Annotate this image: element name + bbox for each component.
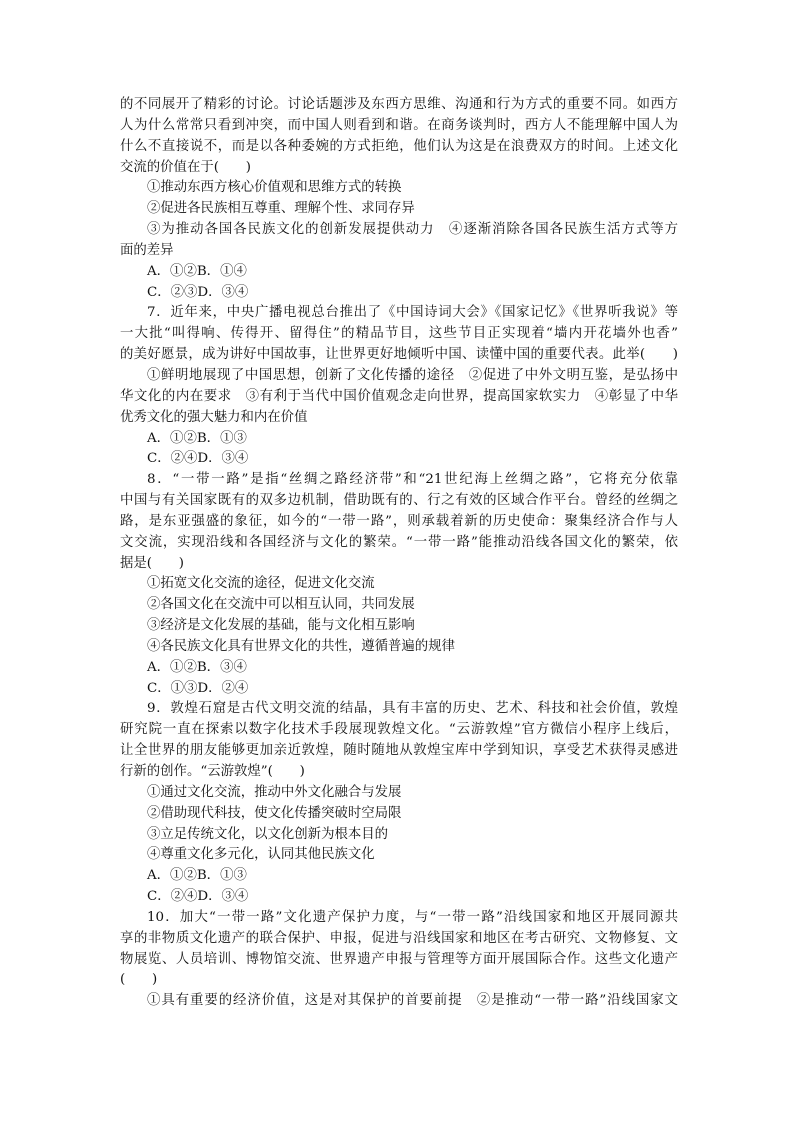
text-line: 研究院一直在探索以数字化技术手段展现敦煌文化。“云游敦煌”官方微信小程序上线后， bbox=[120, 722, 678, 738]
text-line: 的不同展开了精彩的讨论。讨论话题涉及东西方思维、沟通和行为方式的重要不同。如西方 bbox=[120, 97, 678, 112]
text-line: C．②④D．③④ bbox=[147, 451, 249, 467]
text-line: 中国与有关国家既有的双多边机制，借助既有的、行之有效的区域合作平台。曾经的丝绸之 bbox=[120, 493, 678, 509]
text-line: 物展览、人员培训、博物馆交流、世界遗产申报与管理等方面开展国际合作。这些文化遗产 bbox=[120, 951, 678, 967]
text-line: C．②④D．③④ bbox=[147, 889, 249, 905]
text-line: 优秀文化的强大魅力和内在价值 bbox=[120, 409, 308, 425]
text-line: ①拓宽文化交流的途径，促进文化交流 bbox=[147, 576, 375, 592]
text-line: ②促进各民族相互尊重、理解个性、求同存异 bbox=[147, 201, 415, 217]
text-line: ①推动东西方核心价值观和思维方式的转换 bbox=[147, 180, 402, 196]
text-line: ③立足传统文化，以文化创新为根本目的 bbox=[147, 826, 389, 842]
text-line: 面的差异 bbox=[120, 242, 174, 258]
text-line: A．①②B．①③ bbox=[147, 868, 247, 884]
text-line: ①通过文化交流，推动中外文化融合与发展 bbox=[147, 784, 402, 800]
text-line: A．①②B．①④ bbox=[147, 263, 247, 279]
text-line: 据是( ) bbox=[120, 555, 185, 571]
text-line: ③经济是文化发展的基础，能与文化相互影响 bbox=[147, 618, 415, 634]
text-line: ( ) bbox=[120, 972, 158, 988]
text-line: 7．近年来，中央广播电视总台推出了《中国诗词大会》《国家记忆》《世界听我说》等 bbox=[147, 305, 678, 321]
text-line: 人为什么常常只看到冲突，而中国人则看到和谐。在商务谈判时，西方人不能理解中国人为 bbox=[120, 117, 678, 133]
text-line: 8．“一带一路”是指“丝绸之路经济带”和“21世纪海上丝绸之路”，它将充分依靠 bbox=[147, 472, 678, 488]
document-page bbox=[120, 95, 678, 1012]
text-line: 10．加大“一带一路”文化遗产保护力度，与“一带一路”沿线国家和地区开展同源共 bbox=[147, 909, 678, 925]
text-line: C．②③D．③④ bbox=[147, 284, 249, 300]
text-line: 文交流，实现沿线和各国经济与文化的繁荣。“一带一路”能推动沿线各国文化的繁荣，依 bbox=[120, 534, 678, 550]
text-line: ①具有重要的经济价值，这是对其保护的首要前提 ②是推动“一带一路”沿线国家文 bbox=[147, 993, 678, 1009]
text-line: ②各国文化在交流中可以相互认同，共同发展 bbox=[147, 597, 415, 613]
text-line: ②借助现代科技，使文化传播突破时空局限 bbox=[147, 805, 402, 821]
text-line: 路，是东亚强盛的象征，如今的“一带一路”，则承载着新的历史使命：聚集经济合作与人 bbox=[120, 513, 678, 529]
text-line: 华文化的内在要求 ③有利于当代中国价值观念走向世界，提高国家软实力 ④彰显了中华 bbox=[120, 388, 678, 404]
text-line: ①鲜明地展现了中国思想，创新了文化传播的途径 ②促进了中外文明互鉴，是弘扬中 bbox=[147, 367, 678, 383]
text-line: ④尊重文化多元化，认同其他民族文化 bbox=[147, 847, 375, 863]
text-line: 交流的价值在于( ) bbox=[120, 159, 251, 175]
text-line: A．①②B．①③ bbox=[147, 430, 247, 446]
text-line: C．①③D．②④ bbox=[147, 680, 249, 696]
text-line: 让全世界的朋友能够更加亲近敦煌，随时随地从敦煌宝库中学到知识，享受艺术获得灵感进 bbox=[120, 743, 678, 759]
text-line: 的美好愿景，成为讲好中国故事，让世界更好地倾听中国、读懂中国的重要代表。此举( ) bbox=[120, 347, 678, 363]
text-line: ④各民族文化具有世界文化的共性，遵循普遍的规律 bbox=[147, 638, 455, 654]
text-line: 一大批“叫得响、传得开、留得住”的精品节目，这些节目正实现着“墙内开花墙外也香” bbox=[120, 326, 678, 342]
text-line: 9．敦煌石窟是古代文明交流的结晶，具有丰富的历史、艺术、科技和社会价值，敦煌 bbox=[147, 701, 678, 717]
text-line: ③为推动各国各民族文化的创新发展提供动力 ④逐渐消除各国各民族生活方式等方 bbox=[147, 222, 678, 238]
text-line: 行新的创作。“云游敦煌”( ) bbox=[120, 764, 305, 779]
text-line: 什么不直接说不，而是以各种委婉的方式拒绝，他们认为这是在浪费双方的时间。上述文化 bbox=[120, 138, 678, 154]
text-line: 享的非物质文化遗产的联合保护、申报，促进与沿线国家和地区在考古研究、文物修复、文 bbox=[120, 930, 678, 946]
text-line: A．①②B．③④ bbox=[147, 659, 247, 675]
